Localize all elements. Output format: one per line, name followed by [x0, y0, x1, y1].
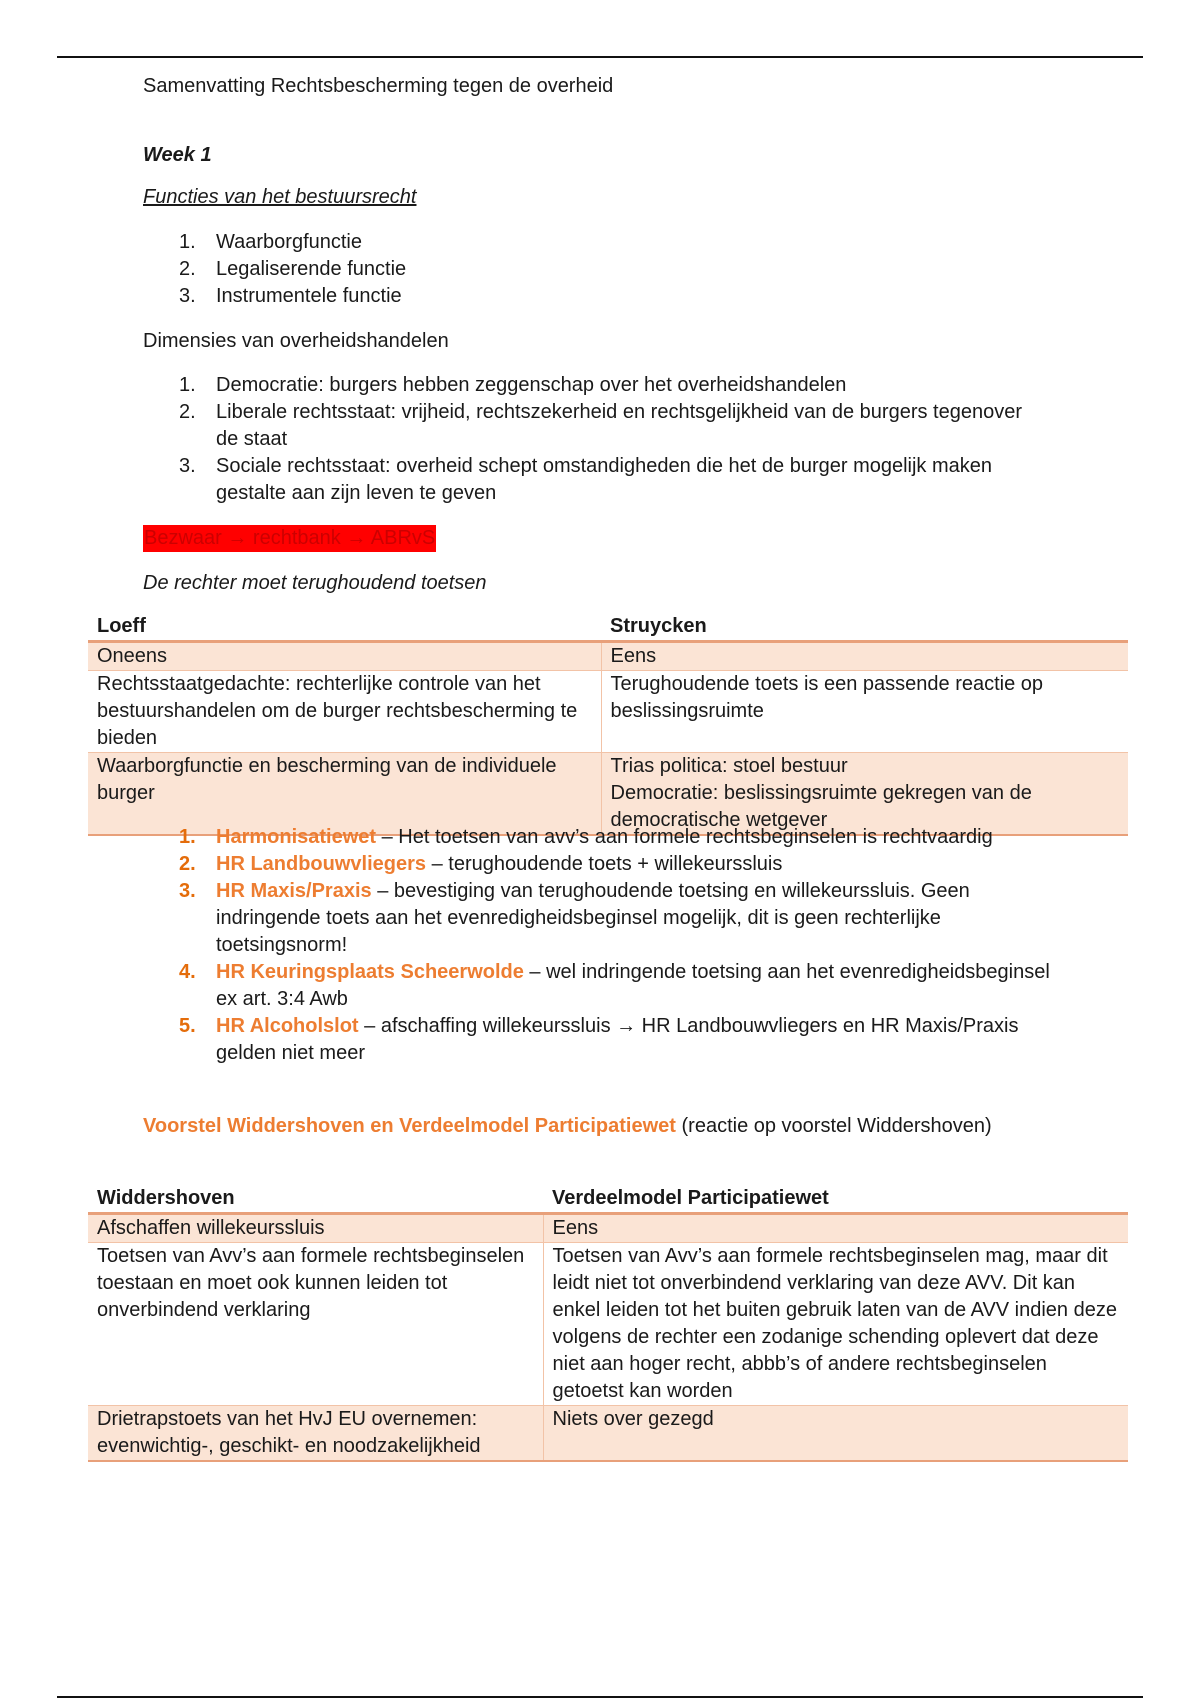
table-header: Loeff: [88, 612, 601, 642]
functions-list: [143, 229, 406, 310]
table-row: Drietrapstoets van het HvJ EU overnemen: evenwichtig-, geschikt- en noodzakelijkheid Niets over gezegd: [88, 1406, 1128, 1462]
list-item: 4. HR Keuringsplaats Scheerwolde – wel indringende toetsing aan het evenredigheidsbeginsel ex art. 3:4 Awb: [179, 961, 1050, 1010]
case-law-list: [143, 824, 1063, 1067]
list-item: 5. HR Alcoholslot – afschaffing willekeurssluis → HR Landbouwvliegers en HR Maxis/Praxis gelden niet meer: [179, 1015, 1019, 1064]
list-item: 3. Sociale rechtsstaat: overheid schept omstandigheden die het de burger mogelijk maken gestalte aan zijn leven te geven: [179, 455, 993, 504]
list-item: 3. Instrumentele functie: [179, 285, 402, 307]
loeff-struycken-table: [88, 612, 1128, 836]
review-note: De rechter moet terughoudend toetsen: [143, 572, 487, 594]
list-item: 2. HR Landbouwvliegers – terughoudende toets + willekeurssluis: [179, 853, 783, 875]
dimensions-heading: Dimensies van overheidshandelen: [143, 330, 449, 352]
table-row: Waarborgfunctie en bescherming van de individuele burger Trias politica: stoel bestuur Democratie: beslissingsruimte gekregen van de democratische wetgever: [88, 753, 1128, 836]
widdershoven-table: [88, 1184, 1128, 1462]
table-row: Toetsen van Avv’s aan formele rechtsbeginselen toestaan en moet ook kunnen leiden tot onverbindend verklaring Toetsen van Avv’s aan formele rechtsbeginselen mag, maar dit leidt niet tot onverbindend verklaring van deze AVV. Dit kan enkel leiden tot het buiten gebruik laten van de AVV indien deze volgens de rechter een zodanige schending oplevert dat deze niet aan hoger recht, abbb’s of andere rechtsbeginselen getoetst kan worden: [88, 1243, 1128, 1406]
table-header: Verdeelmodel Participatiewet: [543, 1184, 1128, 1214]
table-row: Rechtsstaatgedachte: rechterlijke controle van het bestuurshandelen om de burger rechtsbescherming te bieden Terughoudende toets is een passende reactie op beslissingsruimte: [88, 671, 1128, 753]
voorstel-heading: Voorstel Widdershoven en Verdeelmodel Participatiewet (reactie op voorstel Widdershoven): [143, 1115, 992, 1137]
table-header: Struycken: [601, 612, 1128, 642]
list-item: 2. Legaliserende functie: [179, 258, 407, 280]
list-item: 2. Liberale rechtsstaat: vrijheid, rechtszekerheid en rechtsgelijkheid van de burgers tegenover de staat: [179, 401, 1023, 450]
table-header: Widdershoven: [88, 1184, 543, 1214]
list-item: 1. Waarborgfunctie: [179, 231, 362, 253]
list-item: 3. HR Maxis/Praxis – bevestiging van terughoudende toetsing en willekeurssluis. Geen indringende toets aan het evenredigheidsbeginsel mogelijk, dit is geen rechterlijke toetsingsnorm!: [179, 880, 970, 956]
list-item: 1. Democratie: burgers hebben zeggenschap over het overheidshandelen: [179, 374, 847, 396]
top-rule: [57, 56, 1143, 58]
table-row: Afschaffen willekeurssluis Eens: [88, 1214, 1128, 1243]
highlighted-procedure: Bezwaar → rechtbank → ABRvS: [143, 525, 436, 552]
table-row: Oneens Eens: [88, 642, 1128, 671]
dimensions-list: [143, 372, 1043, 507]
list-item: 1. Harmonisatiewet – Het toetsen van avv’s aan formele rechtsbeginselen is rechtvaardig: [179, 826, 993, 848]
bottom-rule: [57, 1696, 1143, 1698]
page-header-title: Samenvatting Rechtsbescherming tegen de overheid: [143, 75, 614, 97]
week-heading: Week 1: [143, 144, 212, 166]
functions-heading: Functies van het bestuursrecht: [143, 186, 417, 208]
